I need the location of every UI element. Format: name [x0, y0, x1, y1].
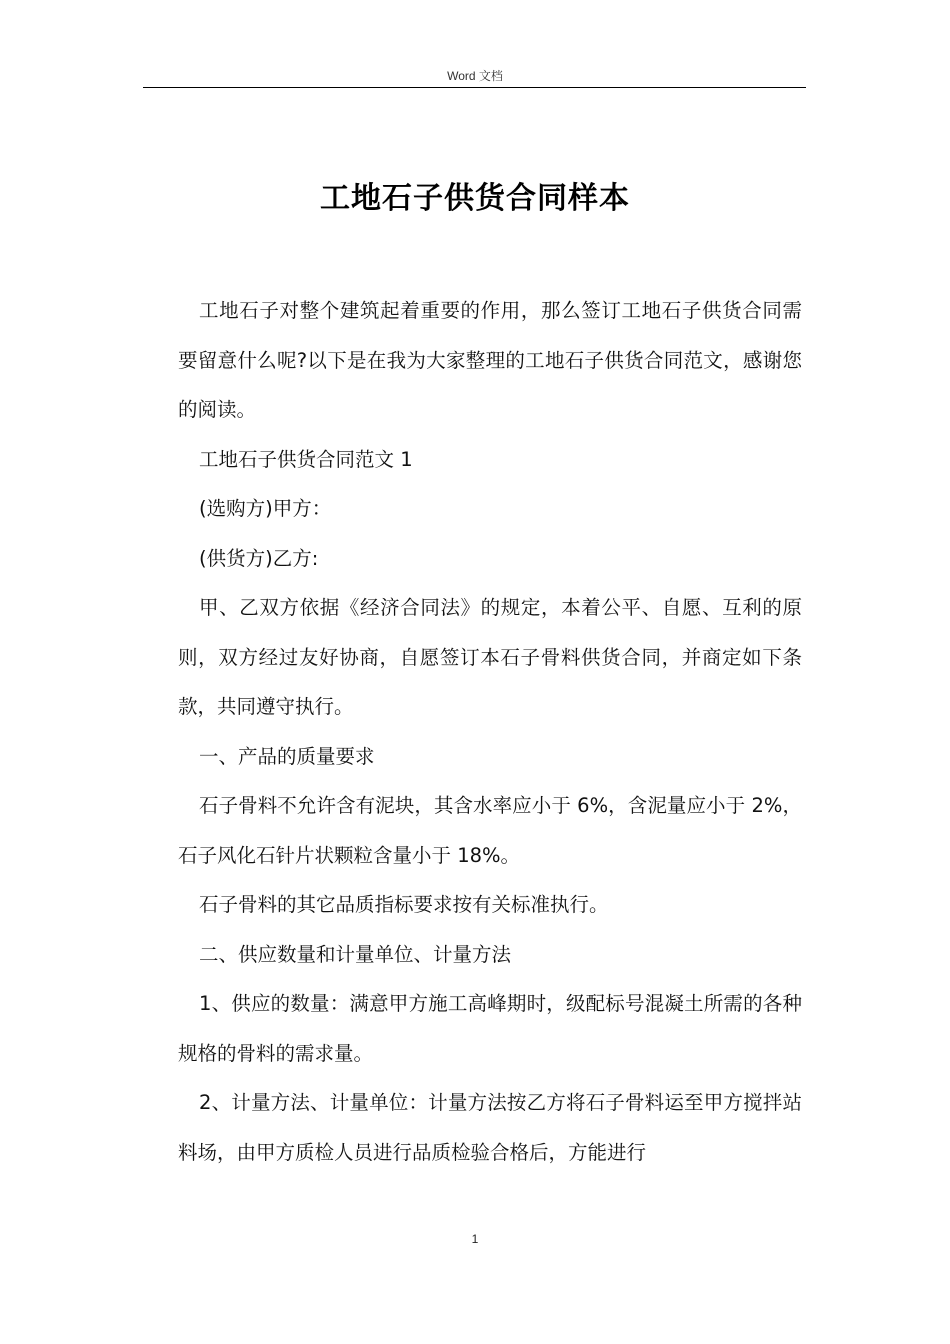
paragraph-quality-spec: 石子骨料不允许含有泥块，其含水率应小于 6%，含泥量应小于 2%，石子风化石针片状颗粒含量小于 18%。 — [178, 794, 802, 867]
paragraph-sample-heading: 工地石子供货合同范文 1 — [199, 447, 413, 471]
paragraph-intro: 工地石子对整个建筑起着重要的作用，那么签订工地石子供货合同需要留意什么呢?以下是在我为大家整理的工地石子供货合同范文，感谢您的阅读。 — [178, 299, 802, 421]
document-title: 工地石子供货合同样本 — [320, 181, 630, 217]
paragraph-quantity-method: 2、计量方法、计量单位：计量方法按乙方将石子骨料运至甲方搅拌站料场，由甲方质检人员进行品质检验合格后，方能进行 — [178, 1091, 802, 1164]
paragraph-agreement: 甲、乙双方依据《经济合同法》的规定，本着公平、自愿、互利的原则，双方经过友好协商，自愿签订本石子骨料供货合同，并商定如下条款，共同遵守执行。 — [178, 596, 802, 718]
page-number: 1 — [471, 1232, 479, 1246]
page-header: Word 文档 — [447, 69, 503, 83]
paragraph-quantity-supply: 1、供应的数量：满意甲方施工高峰期时，级配标号混凝土所需的各种规格的骨料的需求量。 — [178, 992, 802, 1065]
header-divider — [143, 87, 806, 88]
section-heading-quality: 一、产品的质量要求 — [199, 744, 375, 768]
document-body — [178, 286, 802, 1177]
paragraph-quality-other: 石子骨料的其它品质指标要求按有关标准执行。 — [199, 893, 609, 916]
section-heading-quantity: 二、供应数量和计量单位、计量方法 — [199, 942, 512, 966]
paragraph-party-b: (供货方)乙方: — [199, 546, 319, 570]
paragraph-party-a: (选购方)甲方： — [199, 497, 332, 520]
